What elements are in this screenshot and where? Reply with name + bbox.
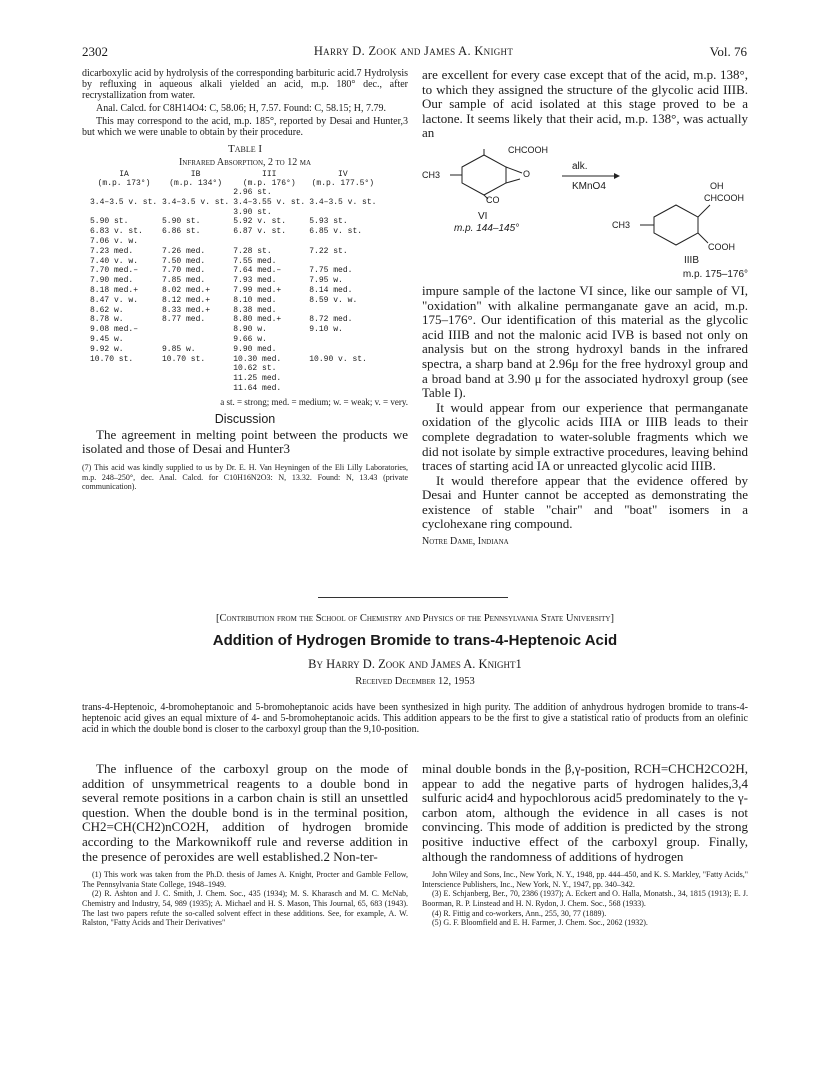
arrow-bottom-label: KMnO4 [572, 180, 606, 192]
table-subtitle: Infrared Absorption, 2 to 12 μa [178, 157, 312, 168]
table-row [88, 315, 378, 325]
table-cell: 8.02 med.+ [162, 285, 211, 295]
table-row [88, 355, 378, 365]
table-cell: 7.50 med. [162, 256, 206, 266]
table-cell: 7.28 st. [233, 246, 272, 256]
table-cell: 8.47 v. w. [90, 295, 139, 305]
table-cell [307, 306, 378, 316]
discussion-paragraph: The agreement in melting point between the products we isolated and those of Desai and Hunter3 [82, 426, 408, 457]
product-label: IIIB [684, 254, 700, 266]
table-header-mp: (m.p. 134°) [169, 179, 223, 188]
table-cell: 7.85 med. [162, 276, 206, 286]
right-paragraph-3: It would appear from our experience that permanganate oxidation of the glycolic acids IIIA or IIIB leads to their complete degradation to water-soluble fragments which we did not isolate by simple extractive procedures, leaving behind traces of starting acid IA or unreacted glycolic acid IIIB. [422, 399, 748, 474]
table-row [88, 247, 378, 257]
body-left-column [82, 762, 408, 928]
table-cell: 8.38 med. [233, 305, 277, 315]
arrow-top-label: alk. [572, 160, 588, 172]
table-cell: 3.90 st. [233, 207, 272, 217]
table-cell: 6.83 v. st. [90, 227, 143, 237]
table-cell: 5.92 v. st. [233, 217, 287, 227]
left-column [82, 68, 408, 492]
table-cell [307, 237, 378, 247]
table-cell [160, 335, 231, 345]
table-row [88, 296, 378, 306]
table-row [88, 384, 378, 394]
product-carboxyl: COOH [708, 241, 735, 252]
table-row [88, 364, 378, 374]
table-header-compound: IA [119, 170, 129, 179]
discussion-heading: Discussion [214, 411, 276, 426]
table-row [88, 374, 378, 384]
body-right-paragraph: minal double bonds in the β,γ-position, RCH=CHCH2CO2H, appear to add the negative parts of hydrogen halides,3,4 sulfuric acid4 and hypochlorous acid5 predominately to the γ-carbon atom, although the evidence in all cases is not convincing. This mode of addition is predicted by the strong positive inductive effect of the carboxyl group. Finally, although the randomness of additions of hydrogen [422, 761, 748, 864]
table-cell: 7.95 w. [309, 276, 343, 286]
table-cell: 7.26 med. [162, 246, 206, 256]
table-cell: 7.55 med. [233, 256, 277, 266]
analysis-line: Anal. Calcd. for C8H14O4: C, 58.06; H, 7.57. Found: C, 58.15; H, 7.79. [96, 103, 386, 114]
cyclohexane-ring [654, 205, 698, 245]
table-cell [160, 208, 231, 218]
table-cell: 7.64 med.– [233, 266, 282, 276]
table-cell: 7.23 med. [90, 246, 134, 256]
received-date: Received December 12, 1953 [355, 676, 475, 687]
table-cell: 5.90 st. [162, 217, 201, 227]
table-header-compound: IB [190, 170, 201, 179]
table-cell: 9.92 w. [90, 344, 124, 354]
volume-label: Vol. 76 [709, 44, 747, 59]
intro-paragraph: dicarboxylic acid by hydrolysis of the corresponding barbituric acid.7 Hydrolysis by refluxing in aqueous alkali yielded an acid, m.p. 180° dec., after recrystallization from water. [82, 68, 408, 101]
reactant-oxygen: O [523, 168, 531, 179]
table-cell [307, 257, 378, 267]
table-cell: 11.64 med. [233, 383, 282, 393]
table-cell: 8.12 med.+ [162, 295, 211, 305]
table-row [88, 266, 378, 276]
table-header-mp: (m.p. 177.5°) [311, 179, 375, 188]
table-cell: 8.78 w. [90, 315, 124, 325]
table-cell: 8.80 med.+ [233, 315, 282, 325]
table-cell: 7.06 v. w. [90, 236, 139, 246]
footnote: (4) R. Fittig and co-workers, Ann., 255, 30, 77 (1889). [432, 908, 607, 918]
table-cell [307, 374, 378, 384]
running-head-authors: Harry D. Zook and James A. Knight [313, 44, 514, 58]
footnote: (5) G. F. Bloomfield and E. H. Farmer, J. Chem. Soc., 2062 (1932). [432, 918, 648, 928]
table-cell: 10.30 med. [233, 354, 282, 364]
affiliation: Notre Dame, Indiana [422, 536, 509, 548]
table-cell: 7.70 med.– [90, 266, 139, 276]
table-row [88, 227, 378, 237]
table-cell [160, 325, 231, 335]
table-row [88, 306, 378, 316]
reactant-label: VI [478, 210, 488, 222]
section-divider [318, 597, 508, 598]
table-cell: 3.4–3.5 v. st. [162, 197, 230, 207]
body-right-column [422, 762, 748, 928]
table-cell: 11.25 med. [233, 374, 282, 384]
table-cell: 3.4–3.55 v. st. [233, 197, 306, 207]
body-left-paragraph: The influence of the carboxyl group on the mode of addition of unsymmetrical reagents to a double bond in several remote positions in a carbon chain is still an unsettled question. When the double bond is in the terminal position, CH2=CH(CH2)nCO2H, addition of hydrogen bromide according to the Markownikoff rule and reverse addition in the presence of peroxides are well established.2 Non-ter- [82, 761, 408, 864]
table-row [88, 237, 378, 247]
table-cell [88, 374, 160, 384]
table-cell: 8.59 v. w. [309, 295, 358, 305]
table-cell: 10.70 st. [162, 354, 206, 364]
footnote: (3) E. Schjanberg, Ber., 70, 2386 (1937); A. Eckert and O. Halla, Monatsh., 34, 1815 (1913); E. J. Boorman, R. P. Linstead and H. N. Rydon, J. Chem. Soc., 568 (1933). [422, 889, 748, 908]
right-paragraph-2: impure sample of the lactone VI since, like our sample of VI, "oxidation" with alkaline permanganate gave an acid, m.p. 175–176°. Our identification of this material as the glycolic acid IIIB and not the malonic acid IVB is based not only on analysis but on the strong hydroxyl bands in the infrared spectra, a sharp band at 2.96μ for the free hydroxyl group and a broad band at 3.90 μ for the associated hydroxyl group (see Table I). [422, 282, 748, 401]
table-cell: 5.90 st. [90, 217, 129, 227]
table-cell: 9.90 med. [233, 344, 277, 354]
footnote: (1) This work was taken from the Ph.D. thesis of James A. Knight, Procter and Gamble Fellow, The Pennsylvania State College, 1948–1949. [82, 870, 408, 889]
table-row [88, 286, 378, 296]
table-cell [307, 345, 378, 355]
table-cell: 8.62 w. [90, 305, 124, 315]
reactant-mp: m.p. 144–145° [454, 222, 520, 234]
table-cell [160, 384, 231, 394]
table-cell: 3.4–3.5 v. st. [90, 197, 158, 207]
table-cell: 7.75 med. [309, 266, 353, 276]
table-cell: 7.90 med. [90, 276, 134, 286]
table-cell: 3.4–3.5 v. st. [309, 197, 377, 207]
table-row [88, 325, 378, 335]
table-cell [307, 335, 378, 345]
table-header-mp: (m.p. 176°) [242, 179, 296, 188]
table-header-compound: III [262, 170, 277, 179]
footnote-7: (7) This acid was kindly supplied to us by Dr. E. H. Van Heyningen of the Eli Lilly Laboratories, m.p. 248–250°, dec. Anal. Calcd. for C10H16N2O3: N, 13.32. Found: N, 13.43 (private communication). [82, 462, 408, 492]
table-cell: 8.14 med. [309, 285, 353, 295]
product-methyl: CH3 [612, 219, 631, 230]
table-cell: 5.93 st. [309, 217, 348, 227]
table-cell [160, 364, 231, 374]
lactone-ring [462, 155, 506, 195]
abstract: trans-4-Heptenoic, 4-bromoheptanoic and 5-bromoheptanoic acids have been synthesized in high purity. The addition of anhydrous hydrogen bromide to trans-4-heptenoic acid gives an equal mixture of 4- and 5-bromoheptanoic acids. This addition appears to be the first to give a statistical ratio of products from an olefinic acid in which the double bond is closer to the carboxyl group than the 9,10-position. [82, 702, 748, 735]
table-cell: 8.77 med. [162, 315, 206, 325]
table-cell [307, 188, 378, 198]
table-cell: 8.72 med. [309, 315, 353, 325]
table-cell: 8.33 med.+ [162, 305, 211, 315]
table-row [88, 257, 378, 267]
reaction-scheme [422, 145, 748, 267]
table-cell: 10.90 v. st. [309, 354, 367, 364]
reactant-top-group: CHCOOH [508, 144, 548, 155]
table-cell: 8.90 w. [233, 325, 267, 335]
table-cell [307, 364, 378, 374]
table-cell: 6.86 st. [162, 227, 201, 237]
table-title: Table I [227, 143, 263, 155]
footnote: (2) R. Ashton and J. C. Smith, J. Chem. Soc., 435 (1934); M. S. Kharasch and M. C. McNab, Chemistry and Industry, 54, 989 (1935); A. Michael and H. S. Mason, This Journal, 65, 683 (1943). The last two papers refute the so-called solvent effect in these additions. See, for example, A. W. Ralston, "Fatty Acids and Their Derivatives" [82, 889, 408, 928]
table-cell [88, 188, 160, 198]
table-cell [88, 384, 160, 394]
table-footnote: a st. = strong; med. = medium; w. = weak; v. = very. [220, 396, 408, 407]
table-cell: 9.85 w. [162, 344, 196, 354]
table-cell: 9.66 w. [233, 334, 267, 344]
table-cell: 7.22 st. [309, 246, 348, 256]
product-top-group: CHCOOH [704, 192, 744, 203]
table-row [88, 198, 378, 208]
table-cell [160, 374, 231, 384]
table-cell: 9.10 w. [309, 325, 343, 335]
byline: By Harry D. Zook and James A. Knight1 [308, 657, 522, 671]
footnote: John Wiley and Sons, Inc., New York, N. Y., 1948, pp. 444–450, and K. S. Markley, "Fatty Acids," Interscience Publishers, Inc., New York, N. Y., 1947, pp. 340–342. [422, 870, 748, 889]
table-row [88, 335, 378, 345]
reactant-carbonyl: CO [486, 194, 500, 205]
table-cell: 8.10 med. [233, 295, 277, 305]
table-cell: 9.08 med.– [90, 325, 139, 335]
page-number: 2302 [82, 44, 108, 59]
right-column [422, 68, 748, 547]
table-cell: 10.62 st. [233, 364, 277, 374]
table-cell [307, 384, 378, 394]
table-cell: 9.45 w. [90, 334, 124, 344]
contribution-line: [Contribution from the School of Chemistry and Physics of the Pennsylvania State University] [216, 613, 614, 624]
table-cell [307, 208, 378, 218]
table-row [88, 208, 378, 218]
table-cell: 7.70 med. [162, 266, 206, 276]
reactant-methyl: CH3 [422, 169, 441, 180]
right-paragraph-4: It would therefore appear that the evidence offered by Desai and Hunter cannot be accepted as demonstrating the existence of stable "chair" and "boat" isomers in a cyclohexane ring compound. [422, 472, 748, 532]
infrared-table [88, 170, 378, 394]
table-cell: 7.40 v. w. [90, 256, 139, 266]
table-row [88, 188, 378, 198]
table-header-mp: (m.p. 173°) [97, 179, 151, 188]
product-hydroxyl: OH [710, 180, 724, 191]
correspond-paragraph: This may correspond to the acid, m.p. 185°, reported by Desai and Hunter,3 but which we were unable to obtain by their procedure. [82, 116, 408, 138]
table-row [88, 217, 378, 227]
table-cell: 7.93 med. [233, 276, 277, 286]
table-cell: 6.87 v. st. [233, 227, 287, 237]
table-row [88, 276, 378, 286]
table-cell [88, 364, 160, 374]
table-cell: 2.96 st. [233, 188, 272, 197]
table-cell: 6.85 v. st. [309, 227, 363, 237]
table-row [88, 345, 378, 355]
table-cell [88, 208, 160, 218]
table-cell: 8.18 med.+ [90, 285, 139, 295]
table-cell: 10.70 st. [90, 354, 134, 364]
table-cell: 7.99 med.+ [233, 285, 282, 295]
table-cell [160, 237, 231, 247]
table-cell [160, 188, 231, 198]
table-header-compound: IV [338, 170, 348, 179]
article-title: Addition of Hydrogen Bromide to trans-4-Heptenoic Acid [212, 632, 618, 649]
right-paragraph-1: are excellent for every case except that of the acid, m.p. 138°, to which they assigned the structure of the glycolic acid IIIB. Our sample of acid isolated at this stage proved to be a lactone. It seems likely that their acid, m.p. 138°, was actually an [422, 67, 748, 141]
product-mp: m.p. 175–176° [682, 268, 748, 280]
table-cell [231, 237, 307, 247]
